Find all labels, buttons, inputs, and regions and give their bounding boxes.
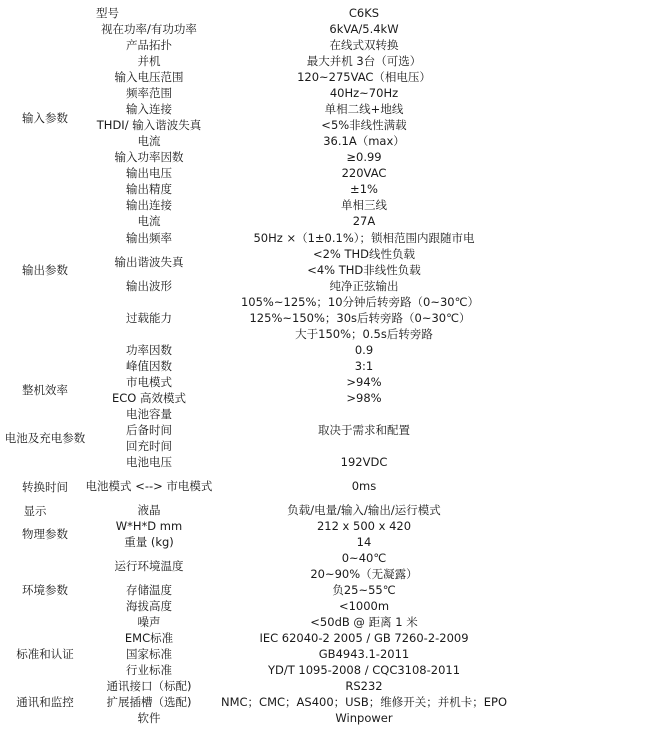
- spec-value: 0ms: [351, 479, 377, 493]
- spec-value: <2% THD线性负载: [312, 247, 416, 261]
- spec-label: 国家标准: [126, 647, 172, 661]
- spec-value: YD/T 1095-2008 / CQC3108-2011: [267, 663, 461, 677]
- category-input: 输入参数: [22, 111, 68, 125]
- spec-label: 输出谐波失真: [114, 255, 184, 269]
- spec-label: 输出电压: [126, 166, 172, 180]
- category-transfer: 转换时间: [22, 480, 68, 494]
- spec-label: 峰值因数: [126, 359, 172, 373]
- spec-value: 0.9: [354, 343, 374, 357]
- spec-label: 输入电压范围: [114, 70, 184, 84]
- spec-label: 输入功率因数: [114, 150, 184, 164]
- spec-value: IEC 62040-2 2005 / GB 7260-2-2009: [259, 631, 469, 645]
- spec-value: 192VDC: [340, 455, 388, 469]
- spec-value: 14: [356, 535, 372, 549]
- spec-value: 0~40℃: [341, 551, 387, 565]
- spec-value: <1000m: [338, 599, 390, 613]
- category-environment: 环境参数: [22, 583, 68, 597]
- spec-label: ECO 高效模式: [111, 391, 187, 405]
- spec-label: 输出频率: [126, 231, 172, 245]
- spec-label: 输出连接: [126, 198, 172, 212]
- spec-value: 大于150%；0.5s后转旁路: [295, 327, 433, 341]
- spec-label: 液晶: [137, 503, 161, 517]
- category-communication: 通讯和监控: [16, 695, 74, 709]
- category-physical: 物理参数: [22, 527, 68, 541]
- spec-label: 存储温度: [126, 583, 172, 597]
- spec-value: 50Hz ×（1±0.1%）；锁相范围内跟随市电: [253, 231, 475, 245]
- category-output: 输出参数: [22, 263, 68, 277]
- spec-value: <50dB @ 距离 1 米: [310, 615, 418, 629]
- spec-value: 单相二线+地线: [324, 102, 404, 116]
- spec-label: 后备时间: [126, 423, 172, 437]
- spec-value: >94%: [346, 375, 382, 389]
- spec-value: 212 x 500 x 420: [316, 519, 412, 533]
- spec-value: 125%~150%；30s后转旁路（0~30℃）: [249, 311, 471, 325]
- spec-value: 36.1A（max）: [323, 134, 405, 148]
- category-battery: 电池及充电参数: [4, 431, 86, 445]
- spec-value: 最大并机 3台（可选）: [306, 54, 422, 68]
- spec-label: 输入连接: [126, 102, 172, 116]
- spec-value: ±1%: [350, 182, 378, 196]
- spec-value: NMC；CMC；AS400；USB；维修开关；并机卡；EPO: [220, 695, 508, 709]
- spec-label: 频率范围: [126, 86, 172, 100]
- spec-value: 负25~55℃: [332, 583, 396, 597]
- spec-value: 负载/电量/输入/输出/运行模式: [287, 503, 441, 517]
- spec-label: 市电模式: [126, 375, 172, 389]
- spec-label: 输出精度: [126, 182, 172, 196]
- model-value: C6KS: [348, 6, 380, 20]
- spec-value: <5%非线性满载: [321, 118, 407, 132]
- spec-label: W*H*D mm: [115, 519, 183, 533]
- spec-label: 海拔高度: [126, 599, 172, 613]
- spec-label: 噪声: [137, 615, 161, 629]
- model-label: 型号: [96, 6, 119, 20]
- spec-value: Winpower: [335, 711, 393, 725]
- spec-label: 电池电压: [126, 455, 172, 469]
- spec-value: 220VAC: [341, 166, 387, 180]
- spec-label: 回充时间: [126, 439, 172, 453]
- spec-label: 电池模式 <--> 市电模式: [85, 479, 213, 493]
- spec-label: EMC标准: [124, 631, 174, 645]
- spec-value: ≥0.99: [346, 150, 382, 164]
- spec-value: RS232: [345, 679, 383, 693]
- spec-value: 单相三线: [341, 198, 387, 212]
- spec-value: 27A: [352, 214, 376, 228]
- spec-label: 并机: [137, 54, 161, 68]
- spec-value: 40Hz~70Hz: [329, 86, 399, 100]
- category-efficiency: 整机效率: [22, 383, 68, 397]
- spec-label: 通讯接口（标配): [106, 679, 192, 693]
- spec-value: 6kVA/5.4kW: [329, 22, 399, 36]
- spec-label: 产品拓扑: [126, 38, 172, 52]
- spec-label: 电池容量: [126, 407, 172, 421]
- spec-label: 扩展插槽（选配): [106, 695, 192, 709]
- spec-label: THDI/ 输入谐波失真: [96, 118, 202, 132]
- spec-label: 软件: [137, 711, 161, 725]
- spec-value: 3:1: [354, 359, 374, 373]
- spec-value: 105%~125%；10分钟后转旁路（0~30℃）: [240, 295, 480, 309]
- spec-label: 运行环境温度: [114, 559, 184, 573]
- spec-label: 过载能力: [126, 311, 172, 325]
- spec-value: 在线式双转换: [329, 38, 399, 52]
- spec-value: 20~90%（无凝露）: [310, 567, 418, 581]
- spec-label: 电流: [137, 134, 161, 148]
- spec-value: 取决于需求和配置: [318, 423, 410, 437]
- spec-label: 电流: [137, 214, 161, 228]
- category-standards: 标准和认证: [16, 647, 74, 661]
- spec-label: 行业标准: [126, 663, 172, 677]
- spec-label: 功率因数: [126, 343, 172, 357]
- spec-label: 视在功率/有功功率: [101, 22, 197, 36]
- category-display: 显示: [23, 504, 47, 518]
- spec-value: 纯净正弦输出: [329, 279, 399, 293]
- spec-label: 重量 (kg): [124, 535, 174, 549]
- spec-value: GB4943.1-2011: [318, 647, 410, 661]
- spec-value: >98%: [346, 391, 382, 405]
- spec-value: 120~275VAC（相电压）: [297, 70, 431, 84]
- spec-label: 输出波形: [126, 279, 172, 293]
- spec-value: <4% THD非线性负载: [307, 263, 421, 277]
